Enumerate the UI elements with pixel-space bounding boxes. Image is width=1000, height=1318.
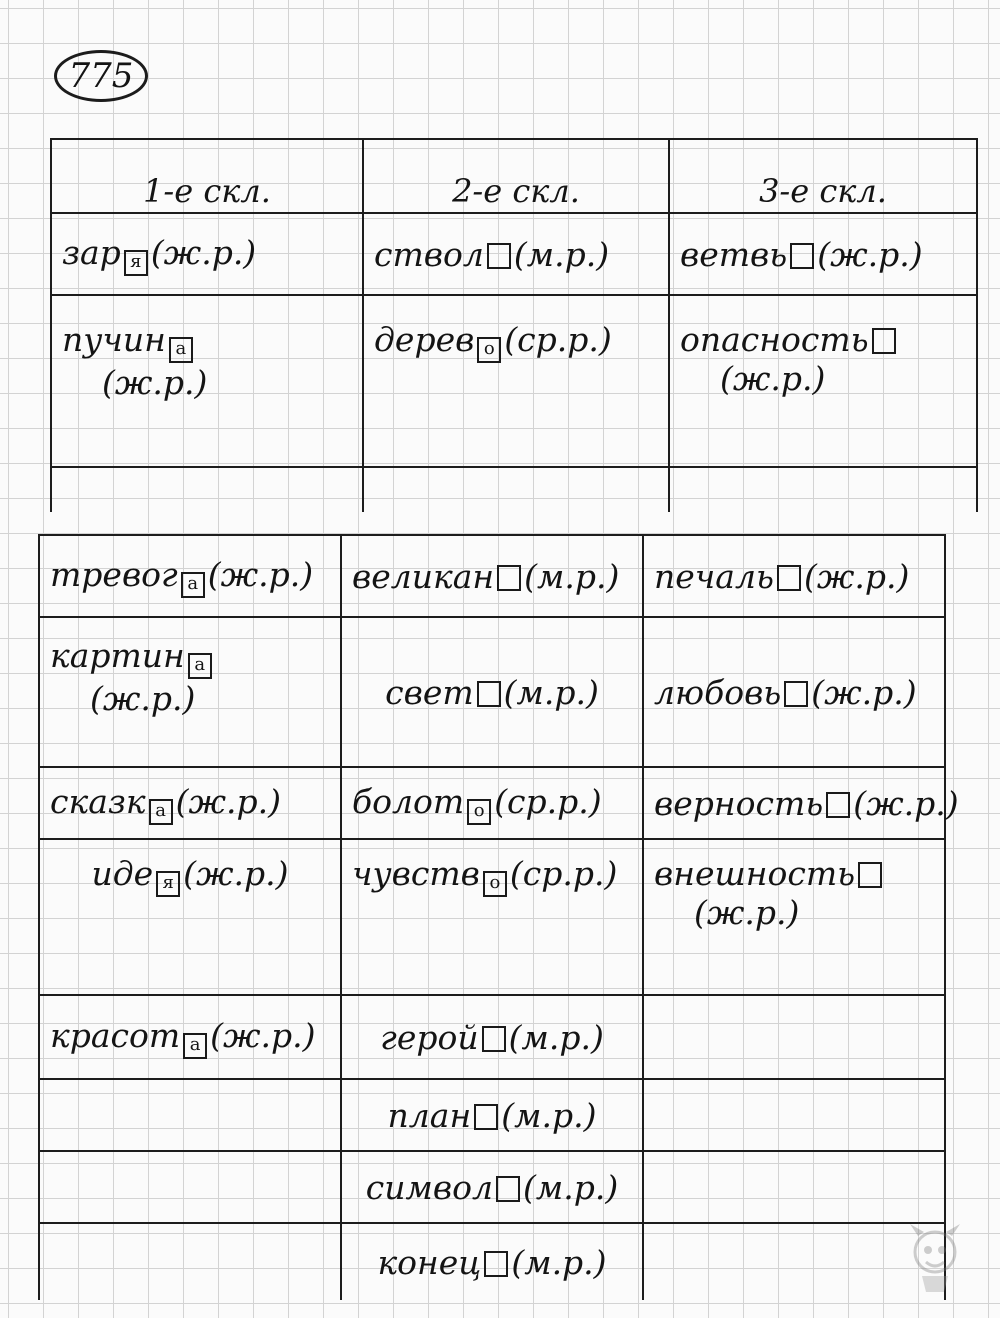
header-1st-declension: 1-е скл. <box>51 139 363 213</box>
table-row <box>39 1223 945 1300</box>
ending-box <box>784 681 808 707</box>
word-cell: план (м.р.) <box>341 1079 643 1151</box>
watermark-logo-icon <box>900 1218 970 1298</box>
table-row <box>39 1151 945 1223</box>
ending-box <box>790 243 814 269</box>
word-cell: пучин а (ж.р.) <box>51 295 363 467</box>
ending-box <box>477 681 501 707</box>
word-cell: болот о (ср.р.) <box>341 767 643 839</box>
table-row <box>51 295 977 467</box>
word-cell: иде я (ж.р.) <box>39 839 341 995</box>
ending-box: а <box>188 653 212 679</box>
word-cell: опасность (ж.р.) <box>669 295 977 467</box>
ending-box <box>474 1104 498 1130</box>
word-cell: сказк а (ж.р.) <box>39 767 341 839</box>
word-cell: картин а (ж.р.) <box>39 617 341 767</box>
ending-box <box>872 328 896 354</box>
empty-cell <box>39 1151 341 1223</box>
ending-box: а <box>169 337 193 363</box>
ending-box <box>777 565 801 591</box>
empty-cell <box>643 1151 945 1223</box>
table-row <box>39 839 945 995</box>
word-cell: свет (м.р.) <box>341 617 643 767</box>
word-cell: ветвь (ж.р.) <box>669 213 977 295</box>
header-3rd-declension: 3-е скл. <box>669 139 977 213</box>
empty-cell <box>643 995 945 1079</box>
word-cell: великан (м.р.) <box>341 535 643 617</box>
ending-box <box>826 792 850 818</box>
ending-box <box>487 243 511 269</box>
ending-box <box>482 1026 506 1052</box>
ending-box: о <box>467 799 491 825</box>
table-row <box>39 535 945 617</box>
word-cell: верность (ж.р.) <box>643 767 945 839</box>
empty-cell <box>39 1223 341 1300</box>
empty-cell <box>39 1079 341 1151</box>
ending-box: а <box>183 1033 207 1059</box>
word-cell: красот а (ж.р.) <box>39 995 341 1079</box>
empty-cell <box>643 1079 945 1151</box>
word-cell: герой (м.р.) <box>341 995 643 1079</box>
declension-table-2 <box>38 534 959 1300</box>
ending-box: о <box>477 337 501 363</box>
ending-box <box>484 1251 508 1277</box>
word-cell: ствол (м.р.) <box>363 213 669 295</box>
table-row <box>51 467 977 512</box>
ending-box: я <box>124 250 148 276</box>
table-header-row <box>51 139 977 213</box>
word-cell: внешность (ж.р.) <box>643 839 945 995</box>
table-row <box>39 1079 945 1151</box>
table-row <box>39 995 945 1079</box>
word-cell: конец (м.р.) <box>341 1223 643 1300</box>
word-cell: любовь (ж.р.) <box>643 617 945 767</box>
word-cell: зар я (ж.р.) <box>51 213 363 295</box>
table-row <box>51 213 977 295</box>
table-row <box>39 767 945 839</box>
ending-box <box>858 862 882 888</box>
ending-box: я <box>156 871 180 897</box>
word-cell: тревог а (ж.р.) <box>39 535 341 617</box>
declension-table-1 <box>50 138 978 512</box>
ending-box: а <box>181 572 205 598</box>
word-cell: символ (м.р.) <box>341 1151 643 1223</box>
ending-box <box>496 1176 520 1202</box>
header-2nd-declension: 2-е скл. <box>363 139 669 213</box>
word-cell: чувств о (ср.р.) <box>341 839 643 995</box>
word-cell: дерев о (ср.р.) <box>363 295 669 467</box>
table-row <box>39 617 945 767</box>
ending-box: а <box>149 799 173 825</box>
ending-box <box>497 565 521 591</box>
task-number: 775 <box>54 50 148 102</box>
ending-box: о <box>483 871 507 897</box>
word-cell: печаль (ж.р.) <box>643 535 945 617</box>
